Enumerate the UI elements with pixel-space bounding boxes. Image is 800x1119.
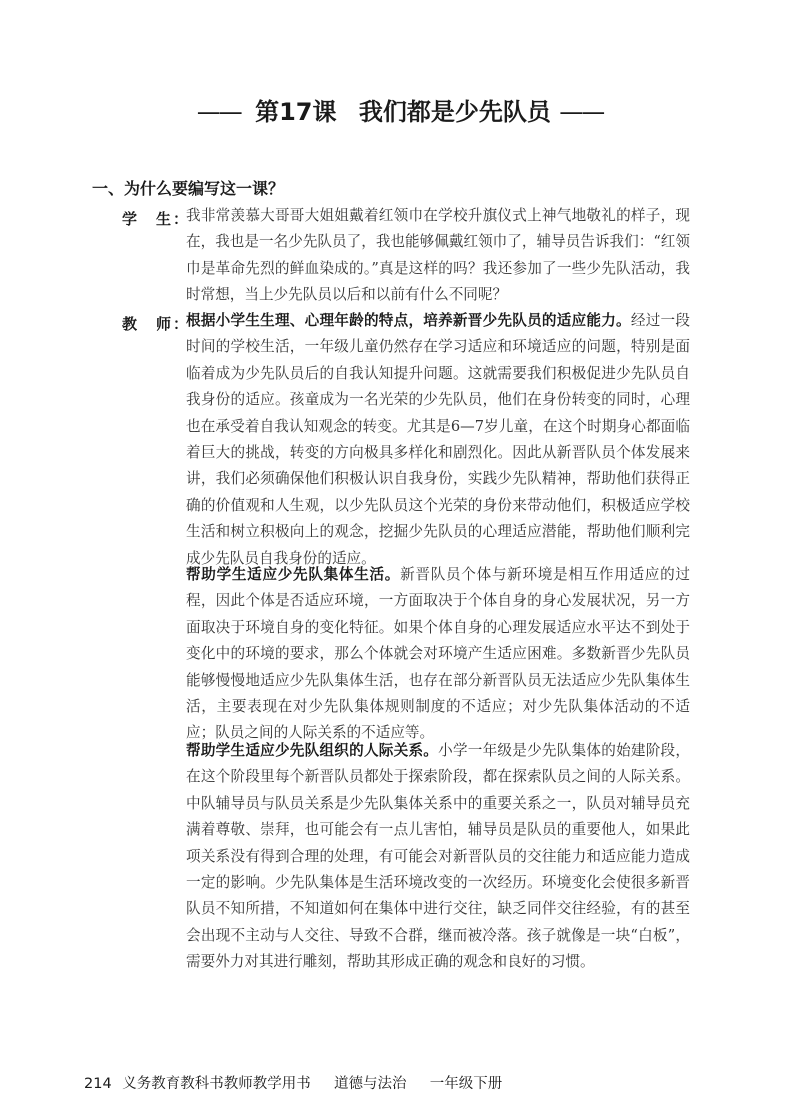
paragraph-2-body: 新晋队员个体与新环境是相互作用适应的过程，因此个体是否适应环境，一方面取决于个体自身的身心发展状况，另一方面取决于环境自身的变化特征。如果个体自身的心理发展适应水平达不到处于变化中的环境的要求，那么个体就会对环境产生适应困难。多数新晋少先队员能够慢慢地适应少先队集体生活，也存在部分新晋队员无法适应少先队集体生活，主要表现在对少先队集体规则制度的不适应；对少先队集体活动的不适应；队员之间的人际关系的不适应等。 [186, 566, 690, 742]
title-dash-right: —— [559, 98, 604, 126]
teacher-paragraph-2 [186, 562, 690, 747]
page-footer [84, 1072, 502, 1093]
paragraph-3-lead: 帮助学生适应少先队组织的人际关系。 [186, 742, 439, 759]
teacher-paragraph-1 [186, 308, 690, 572]
teacher-label: 教 师： [122, 315, 191, 333]
teacher-paragraph-3 [186, 738, 690, 976]
lesson-title [0, 92, 800, 127]
title-dash-left: —— [196, 98, 241, 126]
student-label: 学 生： [122, 210, 191, 228]
book-title: 义务教育教科书教师教学用书 [122, 1076, 311, 1092]
lesson-name: 我们都是少先队员 [358, 98, 551, 126]
lesson-number: 第17课 [255, 98, 337, 126]
paragraph-1-body: 经过一段时间的学校生活，一年级儿童仍然存在学习适应和环境适应的问题，特别是面临着成为少先队员后的自我认知提升问题。这就需要我们积极促进少先队员自我身份的适应。孩童成为一名光荣的少先队员，他们在身份转变的同时，心理也在承受着自我认知观念的转变。尤其是6—7岁儿童，在这个时期身心都面临着巨大的挑战，转变的方向极具多样化和剧烈化。因此从新晋队员个体发展来讲，我们必须确保他们积极认识自我身份，实践少先队精神，帮助他们获得正确的价值观和人生观，以少先队员这个光荣的身份来带动他们，积极适应学校生活和树立积极向上的观念，挖掘少先队员的心理适应潜能，帮助他们顺利完成少先队员自我身份的适应。 [186, 312, 690, 567]
grade: 一年级下册 [429, 1076, 503, 1092]
section-heading: 一、为什么要编写这一课？ [92, 179, 285, 198]
paragraph-1-lead: 根据小学生生理、心理年龄的特点，培养新晋少先队员的适应能力。 [186, 312, 631, 329]
page-number: 214 [84, 1076, 112, 1092]
student-paragraph: 我非常羡慕大哥哥大姐姐戴着红领巾在学校升旗仪式上神气地敬礼的样子，现在，我也是一名少先队员了，我也能够佩戴红领巾了，辅导员告诉我们：“红领巾是革命先烈的鲜血染成的。”真是这样的吗？我还参加了一些少先队活动，我时常想，当上少先队员以后和以前有什么不同呢？ [186, 207, 690, 304]
subject: 道德与法治 [334, 1076, 407, 1092]
paragraph-3-body: 小学一年级是少先队集体的始建阶段，在这个阶段里每个新晋队员都处于探索阶段，都在探索队员之间的人际关系。中队辅导员与队员关系是少先队集体关系中的重要关系之一，队员对辅导员充满着尊敬、崇拜，也可能会有一点儿害怕，辅导员是队员的重要他人，如果此项关系没有得到合理的处理，有可能会对新晋队员的交往能力和适应能力造成一定的影响。少先队集体是生活环境改变的一次经历。环境变化会使很多新晋队员不知所措，不知道如何在集体中进行交往，缺乏同伴交往经验，有的甚至会出现不主动与人交往、导致不合群，继而被冷落。孩子就像是一块“白板”，需要外力对其进行雕刻，帮助其形成正确的观念和良好的习惯。 [186, 742, 690, 971]
paragraph-2-lead: 帮助学生适应少先队集体生活。 [186, 566, 401, 583]
